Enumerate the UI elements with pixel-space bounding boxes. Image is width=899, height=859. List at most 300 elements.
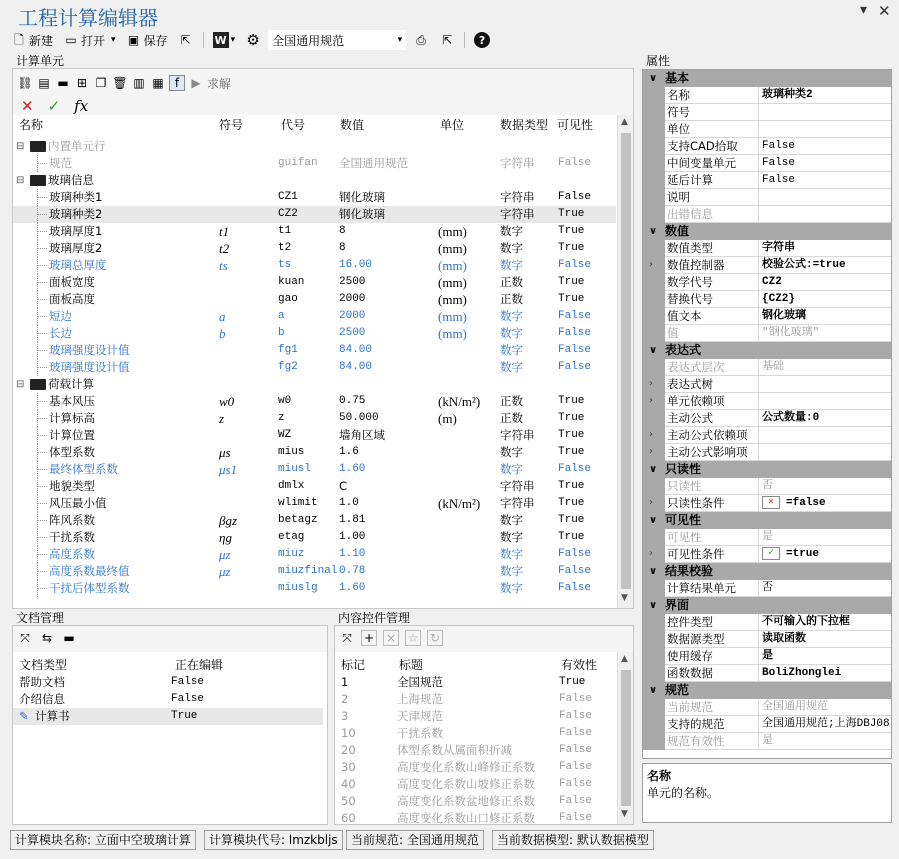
property-row[interactable]	[643, 325, 891, 342]
collapse-chevron-icon[interactable]: ∨	[649, 345, 658, 356]
content-col-title[interactable]: 标题	[399, 658, 424, 672]
content-valid: True	[559, 676, 586, 688]
open-button[interactable]	[60, 30, 119, 50]
open-dropdown-icon[interactable]: ▾	[111, 35, 116, 45]
word-template-icon[interactable]: ▤	[38, 76, 50, 90]
list-item[interactable]	[335, 708, 615, 725]
grid-row[interactable]	[13, 342, 616, 359]
content-grid	[335, 652, 633, 824]
row-type: 数字	[500, 258, 523, 272]
remove-icon[interactable]: ×	[383, 630, 399, 646]
property-row[interactable]	[643, 240, 891, 257]
row-type: 数字	[500, 530, 523, 544]
collapse-chevron-icon[interactable]: ∨	[649, 515, 658, 526]
list-item[interactable]	[13, 691, 323, 708]
row-name: 计算标高	[49, 411, 95, 425]
grid-row[interactable]	[13, 427, 616, 444]
property-row[interactable]	[643, 376, 891, 393]
grid-row[interactable]	[13, 529, 616, 546]
property-value[interactable]	[759, 138, 891, 155]
content-col-mark[interactable]: 标记	[341, 658, 366, 672]
row-unit	[438, 444, 498, 461]
property-value[interactable]	[759, 257, 891, 274]
content-title: 高度变化系数山口修正系数	[397, 811, 535, 824]
list-item[interactable]	[335, 776, 615, 793]
row-code: z	[278, 412, 285, 424]
grid-row[interactable]	[13, 512, 616, 529]
row-value[interactable]: 2000	[339, 310, 366, 322]
grid-scrollbar[interactable]	[617, 115, 633, 608]
collapse-chevron-icon[interactable]: ∨	[649, 566, 658, 577]
property-value[interactable]	[759, 529, 891, 546]
list-item[interactable]	[335, 674, 615, 691]
row-visibility	[558, 138, 614, 155]
row-visibility: False	[558, 548, 592, 560]
row-type: 数字	[500, 581, 523, 595]
row-type: 字符串	[500, 496, 535, 510]
property-category[interactable]	[643, 223, 891, 240]
property-row[interactable]	[643, 291, 891, 308]
property-row[interactable]	[643, 716, 891, 733]
property-row[interactable]	[643, 478, 891, 495]
edit-toolbar	[21, 97, 88, 115]
star-icon[interactable]: ☆	[405, 630, 421, 646]
property-gutter	[643, 546, 665, 563]
row-visibility: True	[558, 225, 585, 237]
row-code: kuan	[278, 276, 305, 288]
expand-toggle-icon[interactable]: ⊟	[16, 175, 25, 186]
collapse-chevron-icon[interactable]: ∨	[649, 464, 658, 475]
list-item[interactable]	[335, 793, 615, 810]
property-category[interactable]	[643, 461, 891, 478]
property-value[interactable]	[759, 393, 891, 410]
row-unit	[438, 189, 498, 206]
property-row[interactable]	[643, 87, 891, 104]
row-value[interactable]: 1.6	[339, 446, 359, 458]
row-value[interactable]: 1.81	[339, 514, 366, 526]
property-category[interactable]	[643, 342, 891, 359]
grid-row[interactable]	[13, 376, 616, 393]
row-visibility: False	[558, 327, 592, 339]
property-value[interactable]	[759, 478, 891, 495]
row-value[interactable]: 2000	[339, 293, 366, 305]
add-icon[interactable]: +	[361, 630, 377, 646]
gear-icon: ⚙	[246, 30, 260, 49]
grid-row[interactable]	[13, 172, 616, 189]
row-value[interactable]: 1.60	[339, 463, 366, 475]
property-value[interactable]	[759, 240, 891, 257]
property-value[interactable]	[759, 155, 891, 172]
settings-button[interactable]	[242, 30, 264, 50]
row-name: 荷载计算	[48, 377, 94, 391]
row-unit: (mm)	[438, 241, 467, 256]
print-button[interactable]	[410, 30, 432, 50]
grid-row[interactable]	[13, 444, 616, 461]
row-unit: (mm)	[438, 309, 467, 324]
export-button[interactable]	[175, 30, 197, 50]
row-type	[500, 376, 556, 393]
property-gutter	[643, 648, 665, 665]
row-code: betagz	[278, 514, 318, 526]
property-value-text: "钢化玻璃"	[762, 327, 820, 339]
property-category[interactable]	[643, 597, 891, 614]
grid-row[interactable]	[13, 410, 616, 427]
property-value-text: False	[762, 174, 796, 186]
list-item[interactable]	[335, 742, 615, 759]
property-value[interactable]	[759, 359, 891, 376]
content-valid: False	[559, 693, 593, 705]
grid-row[interactable]	[13, 563, 616, 580]
row-value[interactable]: 钢化玻璃	[339, 190, 385, 204]
row-type: 字符串	[500, 207, 535, 221]
share-button[interactable]	[436, 30, 458, 50]
property-row[interactable]	[643, 274, 891, 291]
row-symbol	[219, 478, 277, 495]
grid-row[interactable]	[13, 206, 616, 223]
word-icon: W	[214, 33, 227, 47]
scroll-thumb[interactable]	[621, 133, 631, 589]
row-value[interactable]: 50.000	[339, 412, 379, 424]
col-header-name[interactable]: 名称	[19, 118, 44, 132]
new-folder-icon[interactable]: ▬	[57, 76, 69, 90]
property-row[interactable]	[643, 138, 891, 155]
expand-chevron-icon[interactable]: ›	[649, 548, 653, 559]
property-value[interactable]	[759, 427, 891, 444]
property-value[interactable]	[759, 580, 891, 597]
play-icon[interactable]: ▶	[191, 76, 201, 90]
expand-toggle-icon[interactable]: ⊟	[16, 141, 25, 152]
property-row[interactable]	[643, 427, 891, 444]
property-value[interactable]	[759, 274, 891, 291]
property-value-text: CZ2	[762, 276, 782, 288]
content-mark: 2	[341, 692, 349, 706]
property-row[interactable]	[643, 104, 891, 121]
refresh-icon[interactable]: ↻	[427, 630, 443, 646]
property-gutter	[643, 308, 665, 325]
row-visibility: True	[558, 531, 585, 543]
row-name: 长边	[49, 326, 72, 340]
col-header-visibility[interactable]: 可见性	[557, 118, 594, 132]
col-header-unit[interactable]: 单位	[440, 118, 465, 132]
swap-icon[interactable]: ⇆	[41, 631, 53, 645]
add-row-icon[interactable]: ⊞	[76, 76, 88, 90]
property-value[interactable]	[759, 410, 891, 427]
row-value[interactable]: 1.60	[339, 582, 366, 594]
col-header-code[interactable]: 代号	[281, 118, 306, 132]
scroll-up-icon[interactable]: ▲	[621, 117, 628, 127]
row-value[interactable]: 0.78	[339, 565, 366, 577]
property-value[interactable]	[759, 172, 891, 189]
tree-connector	[37, 367, 47, 368]
col-header-type[interactable]: 数据类型	[500, 118, 549, 132]
row-code: wlimit	[278, 497, 318, 509]
property-row[interactable]	[643, 359, 891, 376]
solve-button[interactable]: 求解	[207, 76, 232, 91]
grid-row[interactable]	[13, 393, 616, 410]
list-item[interactable]	[335, 725, 615, 742]
property-value[interactable]	[759, 665, 891, 682]
grid-row[interactable]	[13, 155, 616, 172]
row-value[interactable]: C	[339, 479, 348, 493]
row-visibility: True	[558, 242, 585, 254]
row-value[interactable]: 1.0	[339, 497, 359, 509]
grid-row[interactable]	[13, 189, 616, 206]
grid-row[interactable]	[13, 257, 616, 274]
grid-row[interactable]	[13, 274, 616, 291]
list-item[interactable]	[335, 759, 615, 776]
row-visibility: False	[558, 310, 592, 322]
content-col-valid[interactable]: 有效性	[561, 658, 598, 672]
property-row[interactable]	[643, 580, 891, 597]
scroll-thumb[interactable]	[621, 670, 631, 806]
collapse-chevron-icon[interactable]: ∨	[649, 226, 658, 237]
property-row[interactable]	[643, 189, 891, 206]
property-category[interactable]	[643, 70, 891, 87]
scroll-down-icon[interactable]: ▼	[621, 809, 628, 819]
property-row[interactable]	[643, 444, 891, 461]
content-valid: False	[559, 710, 593, 722]
row-value[interactable]: 墙角区域	[339, 428, 385, 442]
property-row[interactable]	[643, 121, 891, 138]
property-row[interactable]	[643, 257, 891, 274]
row-name: 干扰系数	[49, 530, 95, 544]
property-row[interactable]	[643, 614, 891, 631]
standard-select[interactable]	[268, 30, 406, 50]
row-value[interactable]: 0.75	[339, 395, 366, 407]
content-scrollbar[interactable]	[617, 652, 633, 824]
property-value[interactable]	[759, 444, 891, 461]
expand-toggle-icon[interactable]: ⊟	[16, 379, 25, 390]
grid-row[interactable]	[13, 223, 616, 240]
list-item[interactable]	[13, 708, 323, 725]
doc-col-type[interactable]: 文档类型	[19, 658, 68, 672]
row-name: 内置单元行	[48, 139, 106, 153]
grid-row[interactable]	[13, 495, 616, 512]
property-row[interactable]	[643, 495, 891, 512]
expand-icon[interactable]: ⤧	[20, 631, 30, 645]
row-name: 面板宽度	[49, 275, 95, 289]
property-value[interactable]	[759, 325, 891, 342]
row-symbol	[219, 189, 277, 206]
doc-grid	[13, 652, 327, 824]
category-label: 基本	[665, 71, 690, 85]
property-value[interactable]	[759, 733, 891, 750]
list-item[interactable]	[335, 810, 615, 824]
row-value[interactable]: 16.00	[339, 259, 373, 271]
dropdown-arrow-icon[interactable]: ▾	[860, 2, 868, 18]
scroll-down-icon[interactable]: ▼	[621, 593, 628, 603]
props-title: 属性	[646, 54, 671, 68]
property-value[interactable]	[759, 291, 891, 308]
close-icon[interactable]: ✕	[878, 2, 891, 20]
col-header-symbol[interactable]: 符号	[219, 118, 244, 132]
tree-connector	[37, 435, 47, 436]
cancel-icon[interactable]: ✕	[21, 97, 34, 115]
row-value[interactable]	[339, 376, 437, 393]
property-value[interactable]	[759, 546, 891, 563]
doc-toolbar	[17, 630, 77, 646]
row-unit	[438, 376, 498, 393]
property-category[interactable]	[643, 682, 891, 699]
property-value[interactable]	[759, 648, 891, 665]
row-unit: (kN/m²)	[438, 394, 481, 409]
row-value[interactable]: 钢化玻璃	[339, 207, 385, 221]
desc-title: 名称	[647, 769, 672, 783]
row-value[interactable]: 2500	[339, 327, 366, 339]
folder-icon[interactable]: ▬	[63, 631, 75, 645]
property-name: 值	[665, 325, 759, 342]
row-value[interactable]: 1.10	[339, 548, 366, 560]
grid-row[interactable]	[13, 240, 616, 257]
doc-panel-title: 文档管理	[16, 611, 65, 625]
property-category[interactable]	[643, 563, 891, 580]
row-value[interactable]: 全国通用规范	[339, 156, 408, 170]
property-row[interactable]	[643, 410, 891, 427]
row-value[interactable]: 8	[339, 242, 346, 254]
row-value[interactable]: 2500	[339, 276, 366, 288]
property-row[interactable]	[643, 733, 891, 750]
save-icon: ▣	[127, 33, 140, 47]
book-icon[interactable]: ▦	[152, 76, 164, 90]
collapse-chevron-icon[interactable]: ∨	[649, 685, 658, 696]
row-value[interactable]: 8	[339, 225, 346, 237]
doc-editing: True	[171, 710, 198, 722]
row-value[interactable]: 1.00	[339, 531, 366, 543]
property-row[interactable]	[643, 206, 891, 223]
row-symbol	[219, 342, 277, 359]
property-category[interactable]	[643, 512, 891, 529]
grid-row[interactable]	[13, 478, 616, 495]
chevron-down-icon: ▾	[397, 35, 403, 45]
expand-icon[interactable]: ⤧	[342, 631, 352, 645]
delete-icon[interactable]: 🗑	[112, 76, 128, 90]
row-value[interactable]	[339, 138, 437, 155]
tree-connector	[37, 231, 47, 232]
property-value[interactable]	[759, 189, 891, 206]
property-row[interactable]	[643, 393, 891, 410]
copy-icon[interactable]: ❐	[95, 76, 107, 90]
category-label: 结果校验	[665, 564, 714, 578]
expand-chevron-icon[interactable]: ›	[649, 259, 653, 270]
expand-chevron-icon[interactable]: ›	[649, 429, 653, 440]
grid-row[interactable]	[13, 291, 616, 308]
property-value[interactable]	[759, 104, 891, 121]
doc-col-editing[interactable]: 正在编辑	[175, 658, 224, 672]
property-value[interactable]	[759, 614, 891, 631]
row-name: 高度系数最终值	[49, 564, 130, 578]
formula-toggle-icon[interactable]: f	[169, 75, 185, 91]
property-gutter	[643, 427, 665, 444]
property-value-text: 字符串	[762, 242, 795, 254]
grid-row[interactable]	[13, 325, 616, 342]
property-gutter	[643, 716, 665, 733]
property-name: 数值控制器	[665, 257, 759, 274]
expand-chevron-icon[interactable]: ›	[649, 446, 653, 457]
confirm-icon[interactable]: ✓	[47, 97, 61, 115]
property-row[interactable]	[643, 648, 891, 665]
property-row[interactable]	[643, 529, 891, 546]
grid-row[interactable]	[13, 546, 616, 563]
col-header-value[interactable]: 数值	[340, 118, 365, 132]
row-value[interactable]: 84.00	[339, 344, 373, 356]
property-value[interactable]	[759, 699, 891, 716]
property-row[interactable]	[643, 546, 891, 563]
grid-row[interactable]	[13, 461, 616, 478]
help-button[interactable]	[471, 30, 493, 50]
columns-icon[interactable]: ▥	[133, 76, 145, 90]
property-value[interactable]	[759, 495, 891, 512]
row-type: 数字	[500, 326, 523, 340]
property-value[interactable]	[759, 308, 891, 325]
collapse-chevron-icon[interactable]: ∨	[649, 73, 658, 84]
property-row[interactable]	[643, 665, 891, 682]
save-button[interactable]	[123, 30, 171, 50]
property-gutter	[643, 393, 665, 410]
property-value[interactable]	[759, 716, 891, 733]
row-value[interactable]	[339, 172, 437, 189]
property-gutter	[643, 376, 665, 393]
row-code: gao	[278, 293, 298, 305]
function-icon[interactable]: fx	[74, 97, 89, 115]
new-button[interactable]	[8, 30, 56, 50]
grid-row[interactable]	[13, 580, 616, 597]
grid-row[interactable]	[13, 359, 616, 376]
grid-row[interactable]	[13, 308, 616, 325]
property-row[interactable]	[643, 631, 891, 648]
row-code: CZ1	[278, 191, 298, 203]
property-value[interactable]	[759, 87, 891, 104]
row-name: 计算位置	[49, 428, 95, 442]
grid-header	[13, 115, 616, 137]
row-unit	[438, 461, 498, 478]
property-name: 中间变量单元	[665, 155, 759, 172]
row-unit: (kN/m²)	[438, 496, 481, 511]
row-symbol: w0	[219, 394, 235, 409]
property-value-text: =true	[786, 548, 820, 560]
property-value[interactable]	[759, 206, 891, 223]
list-item[interactable]	[13, 674, 323, 691]
property-row[interactable]	[643, 699, 891, 716]
expand-chevron-icon[interactable]: ›	[649, 395, 653, 406]
row-visibility	[558, 376, 614, 393]
collapse-chevron-icon[interactable]: ∨	[649, 600, 658, 611]
list-item[interactable]	[335, 691, 615, 708]
word-button[interactable]	[210, 30, 239, 50]
row-symbol	[219, 580, 277, 597]
property-value[interactable]	[759, 376, 891, 393]
link-icon[interactable]: ⛓	[17, 76, 33, 90]
expand-chevron-icon[interactable]: ›	[649, 497, 653, 508]
content-mark: 30	[341, 760, 356, 774]
property-gutter	[643, 325, 665, 342]
scroll-up-icon[interactable]: ▲	[621, 654, 628, 664]
category-label: 表达式	[665, 343, 702, 357]
row-type: 正数	[500, 275, 523, 289]
row-name: 面板高度	[49, 292, 95, 306]
property-value[interactable]	[759, 631, 891, 648]
row-value[interactable]: 84.00	[339, 361, 373, 373]
row-name: 玻璃强度设计值	[49, 343, 130, 357]
expand-chevron-icon[interactable]: ›	[649, 378, 653, 389]
grid-row[interactable]	[13, 138, 616, 155]
property-name: 延后计算	[665, 172, 759, 189]
property-name: 单元依赖项	[665, 393, 759, 410]
property-row[interactable]	[643, 155, 891, 172]
property-value[interactable]	[759, 121, 891, 138]
property-row[interactable]	[643, 308, 891, 325]
row-symbol: μs	[219, 445, 231, 460]
property-row[interactable]	[643, 172, 891, 189]
